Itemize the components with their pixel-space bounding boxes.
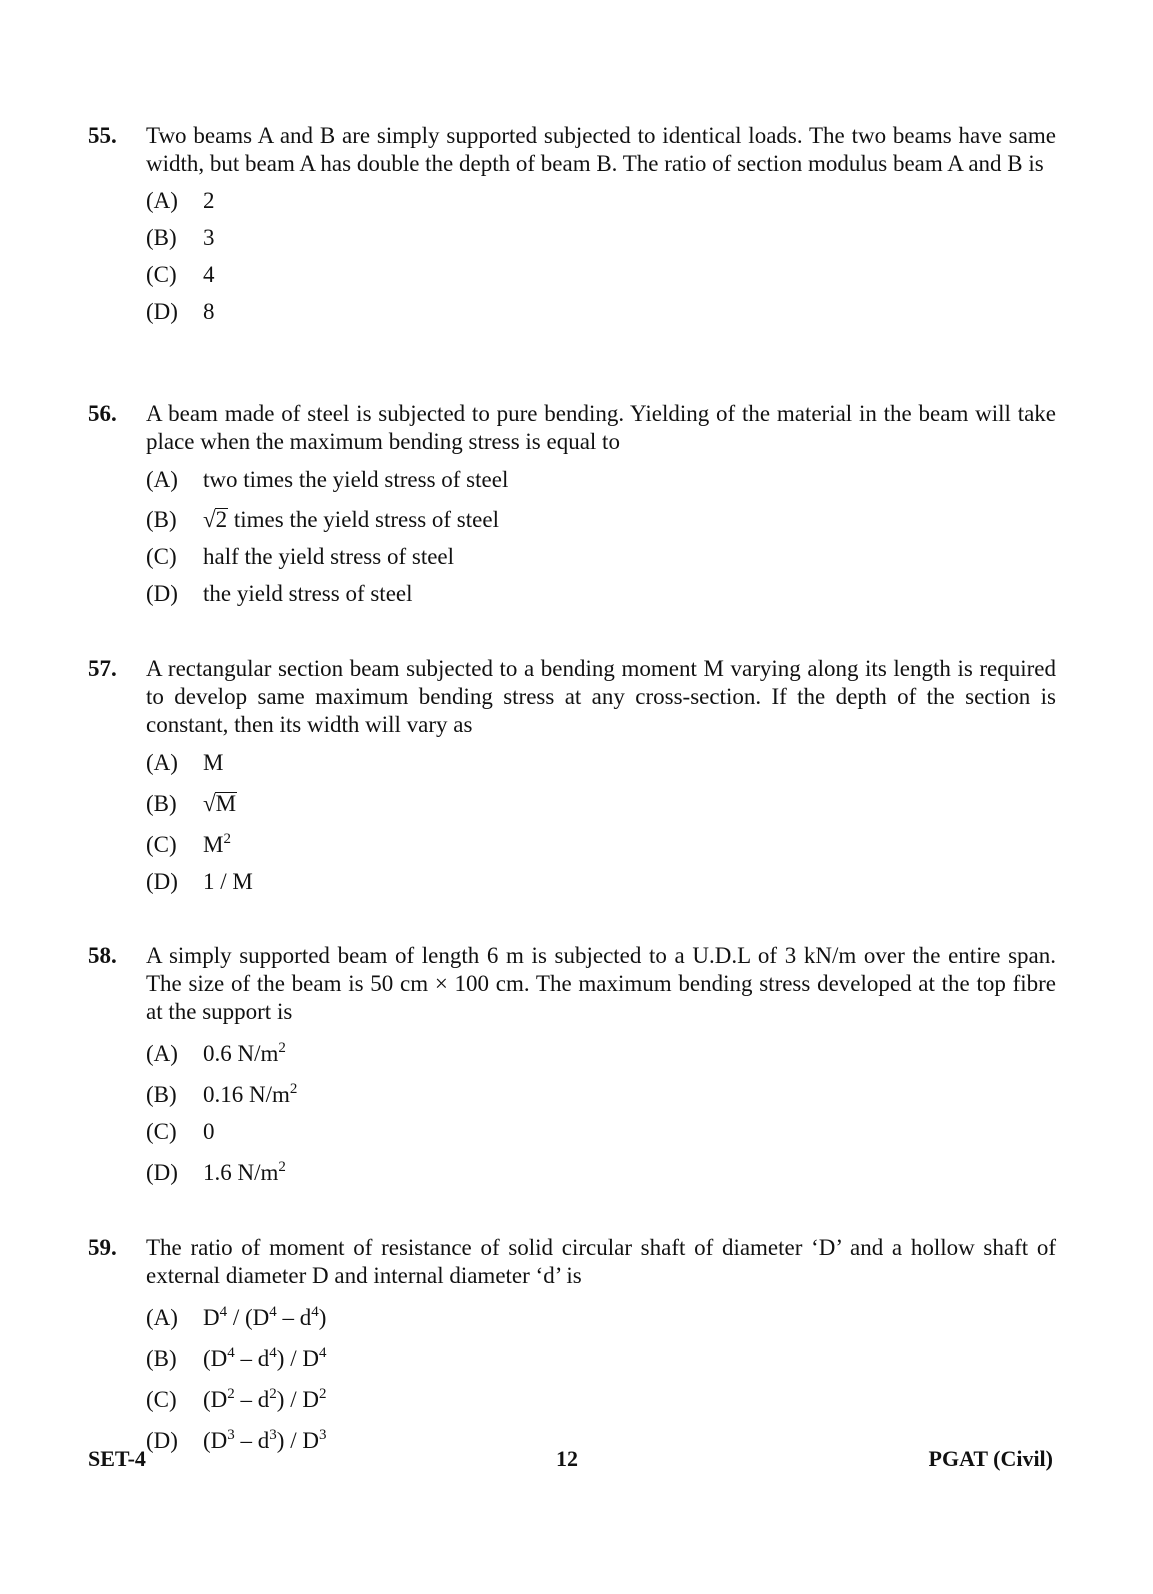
option-text-rest: times the yield stress of steel bbox=[228, 507, 499, 532]
option-b bbox=[146, 224, 1056, 252]
question-58 bbox=[88, 942, 1056, 1187]
question-number: 56. bbox=[88, 401, 117, 426]
option-label: (B) bbox=[146, 507, 177, 532]
option-text: 0.6 $N/m^2$ bbox=[203, 1040, 286, 1066]
option-label: (D) bbox=[146, 299, 178, 324]
option-text: $M^2$ bbox=[203, 831, 231, 857]
option-a bbox=[146, 187, 1056, 215]
option-text: 3 bbox=[203, 225, 215, 250]
question-text: A rectangular section beam subjected to a bending moment M varying along its length is required to develop same maximum bending stress at any cross-section. If the depth of the section is constant, then its width will vary as bbox=[146, 656, 1056, 737]
question-number: 57. bbox=[88, 656, 117, 681]
option-text: the yield stress of steel bbox=[203, 581, 413, 606]
option-label: (D) bbox=[146, 1160, 178, 1185]
question-56 bbox=[88, 400, 1056, 608]
option-label: (C) bbox=[146, 262, 177, 287]
radicand: M bbox=[215, 791, 237, 816]
option-text: 1.6 $N/m^2$ bbox=[203, 1159, 286, 1185]
option-label: (A) bbox=[146, 1041, 178, 1066]
option-text: 1 / M bbox=[203, 869, 253, 894]
option-label: (B) bbox=[146, 225, 177, 250]
option-label: (A) bbox=[146, 750, 178, 775]
option-text: $(D^2 - d^2) / D^2$ bbox=[203, 1386, 327, 1412]
question-text: Two beams A and B are simply supported subjected to identical loads. The two beams have same width, but beam A has double the depth of beam B. The ratio of section modulus beam A and B is bbox=[146, 123, 1056, 176]
option-d bbox=[146, 1159, 1056, 1187]
option-c bbox=[146, 1118, 1056, 1146]
question-text: The ratio of moment of resistance of solid circular shaft of diameter ‘D’ and a hollow shaft of external diameter D and internal diameter ‘d’ is bbox=[146, 1235, 1056, 1288]
question-text: A beam made of steel is subjected to pure bending. Yielding of the material in the beam will take place when the maximum bending stress is equal to bbox=[146, 401, 1056, 454]
option-text: 0 bbox=[203, 1119, 215, 1144]
option-b bbox=[146, 506, 1056, 534]
question-59 bbox=[88, 1234, 1056, 1455]
option-b bbox=[146, 1081, 1056, 1109]
option-text: half the yield stress of steel bbox=[203, 544, 455, 569]
option-text: two times the yield stress of steel bbox=[203, 467, 509, 492]
option-text: 4 bbox=[203, 262, 215, 287]
option-text: 8 bbox=[203, 299, 215, 324]
option-label: (D) bbox=[146, 1428, 178, 1453]
option-d bbox=[146, 298, 1056, 326]
option-d bbox=[146, 868, 1056, 896]
question-number: 59. bbox=[88, 1235, 117, 1260]
option-text: $D^4 / (D^4 - d^4)$ bbox=[203, 1304, 327, 1330]
option-label: (C) bbox=[146, 544, 177, 569]
option-c bbox=[146, 1386, 1056, 1414]
option-text: M bbox=[203, 750, 224, 775]
question-55 bbox=[88, 122, 1056, 326]
option-a bbox=[146, 749, 1056, 777]
option-label: (A) bbox=[146, 188, 178, 213]
option-label: (D) bbox=[146, 581, 178, 606]
footer-set-label: SET-4 bbox=[88, 1446, 146, 1471]
footer-exam-title: PGAT (Civil) bbox=[928, 1446, 1053, 1471]
option-label: (B) bbox=[146, 791, 177, 816]
option-label: (B) bbox=[146, 1346, 177, 1371]
option-a bbox=[146, 1304, 1056, 1332]
option-c bbox=[146, 543, 1056, 571]
square-root-symbol: √ bbox=[203, 791, 216, 816]
option-text bbox=[203, 506, 499, 534]
option-label: (D) bbox=[146, 869, 178, 894]
option-a bbox=[146, 466, 1056, 494]
question-number: 58. bbox=[88, 943, 117, 968]
option-c bbox=[146, 831, 1056, 859]
option-c bbox=[146, 261, 1056, 289]
question-number: 55. bbox=[88, 123, 117, 148]
option-a bbox=[146, 1040, 1056, 1068]
question-text: A simply supported beam of length 6 m is subjected to a U.D.L of 3 kN/m over the entire span. The size of the beam is 50 cm × 100 cm. The maximum bending stress developed at the top fibre at the support is bbox=[146, 943, 1056, 1024]
option-b bbox=[146, 1345, 1056, 1373]
option-text bbox=[203, 790, 237, 818]
radicand: 2 bbox=[215, 507, 228, 532]
option-d bbox=[146, 580, 1056, 608]
option-text: $(D^3 - d^3) / D^3$ bbox=[203, 1427, 327, 1453]
option-label: (C) bbox=[146, 1119, 177, 1144]
option-d bbox=[146, 1427, 1056, 1455]
option-b bbox=[146, 790, 1056, 818]
option-label: (B) bbox=[146, 1082, 177, 1107]
option-text: 2 bbox=[203, 188, 215, 213]
option-label: (A) bbox=[146, 467, 178, 492]
option-text: 0.16 $N/m^2$ bbox=[203, 1081, 298, 1107]
footer-page-number: 12 bbox=[556, 1446, 578, 1471]
option-label: (C) bbox=[146, 1387, 177, 1412]
question-57 bbox=[88, 655, 1056, 896]
option-label: (A) bbox=[146, 1305, 178, 1330]
option-label: (C) bbox=[146, 832, 177, 857]
square-root-symbol: √ bbox=[203, 507, 216, 532]
option-text: $(D^4 - d^4) / D^4$ bbox=[203, 1345, 327, 1371]
